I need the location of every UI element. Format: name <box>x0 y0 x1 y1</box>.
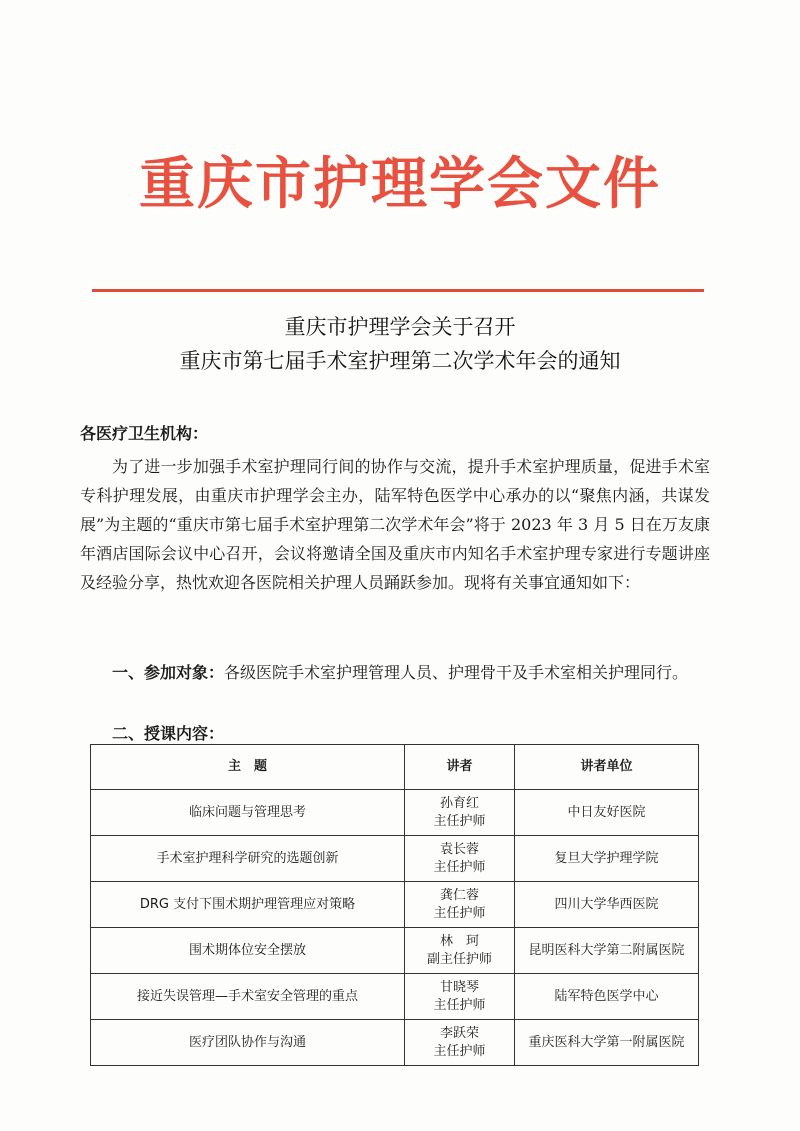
table-row <box>91 836 699 882</box>
row-speaker <box>405 836 515 882</box>
header-unit: 讲者单位 <box>515 745 699 790</box>
table-row <box>91 882 699 928</box>
speaker-name: 袁长蓉 <box>439 841 479 857</box>
course-table <box>90 744 699 1066</box>
row-unit: 重庆医科大学第一附属医院 <box>515 1020 699 1066</box>
speaker-title: 主任护师 <box>433 859 486 875</box>
table-row <box>91 1020 699 1066</box>
table-row <box>91 790 699 836</box>
speaker-name: 李跃荣 <box>439 1025 479 1041</box>
row-topic: 围术期体位安全摆放 <box>91 928 405 974</box>
speaker-name: 甘晓琴 <box>439 979 479 995</box>
speaker-name: 林 珂 <box>439 933 479 949</box>
speaker-title: 主任护师 <box>433 905 486 921</box>
speaker-title: 主任护师 <box>433 813 486 829</box>
notice-title <box>0 310 800 378</box>
row-speaker <box>405 882 515 928</box>
row-topic: 临床问题与管理思考 <box>91 790 405 836</box>
red-divider-rule <box>92 289 704 292</box>
row-unit: 陆军特色医学中心 <box>515 974 699 1020</box>
row-topic: 手术室护理科学研究的选题创新 <box>91 836 405 882</box>
row-topic: 接近失误管理—手术室安全管理的重点 <box>91 974 405 1020</box>
row-topic: DRG 支付下围术期护理管理应对策略 <box>91 882 405 928</box>
row-unit: 中日友好医院 <box>515 790 699 836</box>
notice-title-line-2: 重庆市第七届手术室护理第二次学术年会的通知 <box>179 349 621 373</box>
notice-title-line-1: 重庆市护理学会关于召开 <box>284 315 516 339</box>
row-unit: 复旦大学护理学院 <box>515 836 699 882</box>
salutation: 各医疗卫生机构： <box>80 424 209 443</box>
row-speaker <box>405 790 515 836</box>
speaker-title: 主任护师 <box>433 997 486 1013</box>
section-participants-label: 一、参加对象： <box>112 663 225 682</box>
table-header-row <box>91 745 699 790</box>
speaker-title: 副主任护师 <box>426 951 492 967</box>
row-unit: 昆明医科大学第二附属医院 <box>515 928 699 974</box>
header-speaker: 讲者 <box>405 745 515 790</box>
speaker-name: 龚仁蓉 <box>439 887 479 903</box>
section-course-content-label: 二、授课内容： <box>112 724 225 743</box>
speaker-name: 孙育红 <box>439 795 479 811</box>
table-row <box>91 928 699 974</box>
masthead-title: 重庆市护理学会文件 <box>139 151 661 217</box>
notice-body <box>80 452 710 597</box>
section-participants-text: 各级医院手术室护理管理人员、护理骨干及手术室相关护理同行。 <box>224 663 689 682</box>
row-speaker <box>405 928 515 974</box>
row-speaker <box>405 974 515 1020</box>
row-unit: 四川大学华西医院 <box>515 882 699 928</box>
speaker-title: 主任护师 <box>433 1043 486 1059</box>
section-participants <box>80 658 710 687</box>
body-paragraph-1: 为了进一步加强手术室护理同行间的协作与交流，提升手术室护理质量，促进手术室专科护理发展，由重庆市护理学会主办，陆军特色医学中心承办的以“聚焦内涵，共谋发展”为主题的“重庆市第七届手术室护理第二次学术年会”将于 2023 年 3 月 5 日在万友康年酒店国际会议中心召开，会议将邀请全国及重庆市内知名手术室护理专家进行专题讲座及经验分享，热忱欢迎各医院相关护理人员踊跃参加。现将有关事宜通知如下： <box>80 457 710 592</box>
header-topic: 主 题 <box>91 745 405 790</box>
row-speaker <box>405 1020 515 1066</box>
table-row <box>91 974 699 1020</box>
row-topic: 医疗团队协作与沟通 <box>91 1020 405 1066</box>
